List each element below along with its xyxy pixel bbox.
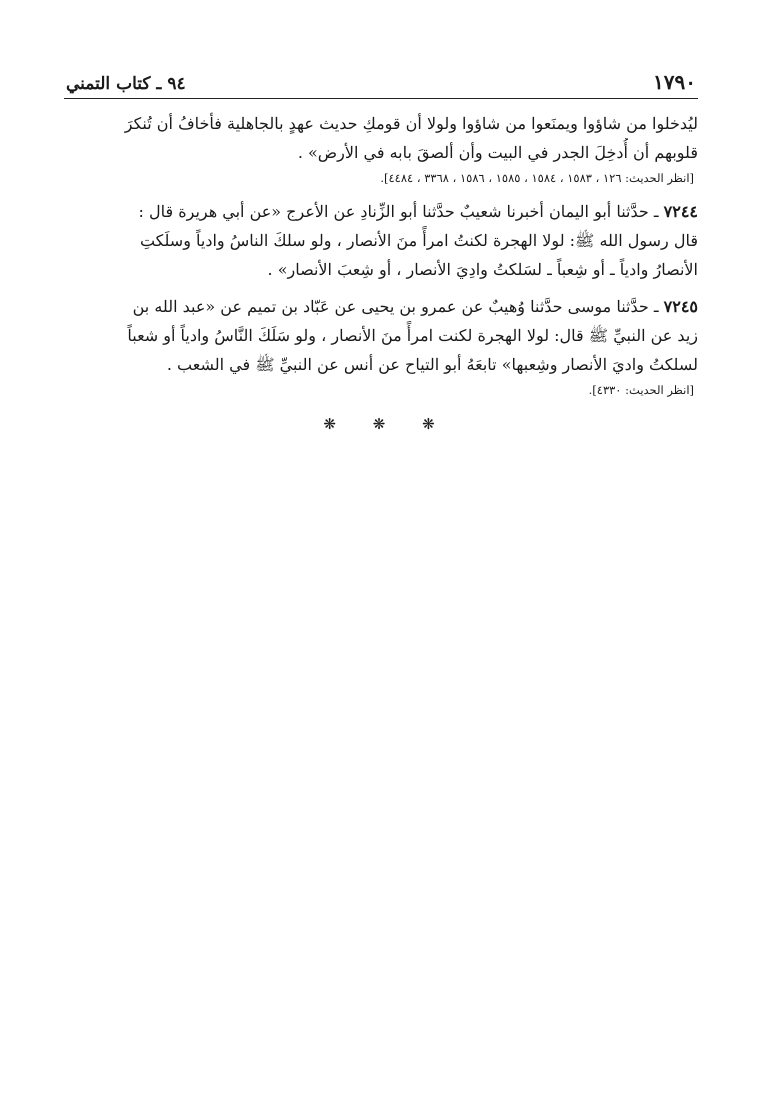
hadith-7245	[64, 292, 698, 401]
section-separator	[64, 415, 698, 433]
page-number: ١٧٩٠	[653, 70, 696, 94]
hadith-text: ـ حدَّثنا موسى حدَّثنا وُهيبٌ عن عمرو بن يحيى عن عَبّاد بن تميم عن «عبد الله بن	[132, 297, 664, 316]
cross-reference: [انظر الحديث: ١٢٦ ، ١٥٨٣ ، ١٥٨٤ ، ١٥٨٥ ، ١٥٨٦ ، ٣٣٦٨ ، ٤٤٨٤].	[380, 171, 694, 185]
separator-star-icon: ❋	[422, 415, 439, 433]
cross-reference: [انظر الحديث: ٤٣٣٠].	[588, 383, 694, 397]
text-line: زيد عن النبيِّ ﷺ قال: لولا الهجرة لكنت امرأً منَ الأنصار ، ولو سَلَكَ النَّاسُ وادياً أو شعباً	[127, 326, 698, 345]
text-line: ليُدخلوا من شاؤوا ويمنَعوا من شاؤوا ولولا أن قومكِ حديث عهدٍ بالجاهلية فأخافُ أن تُنكرَ	[124, 114, 698, 133]
text-line: قلوبهم أن أُدخِلَ الجدر في البيت وأن ألصقَ بابه في الأرض» .	[297, 143, 698, 162]
text-line: الأنصارُ وادياً ـ أو شِعباً ـ لسَلكتُ وادِيَ الأنصار ، أو شِعبَ الأنصار» .	[267, 260, 698, 279]
separator-star-icon: ❋	[372, 415, 390, 433]
hadith-text: ـ حدَّثنا أبو اليمان أخبرنا شعيبٌ حدَّثنا أبو الزِّنادِ عن الأعرج «عن أبي هريرة قال :	[138, 202, 664, 221]
text-line: لسلكتُ واديَ الأنصار وشِعبها» تابعَهُ أبو التياح عن أنس عن النبيِّ ﷺ في الشعب .	[166, 355, 698, 374]
continuation-block	[64, 109, 698, 189]
running-title: ٩٤ ـ كتاب التمني	[66, 74, 186, 94]
text-line: قال رسول الله ﷺ: لولا الهجرة لكنتُ امرأً منَ الأنصار ، ولو سلكَ الناسُ وادياً وسلَكتِ	[139, 231, 698, 250]
hadith-number: ٧٢٤٥	[663, 297, 698, 316]
text-line	[64, 197, 698, 226]
separator-star-icon: ❋	[323, 415, 340, 433]
book-page	[64, 60, 698, 433]
text-line	[64, 292, 698, 321]
page-header	[64, 60, 698, 99]
hadith-7244	[64, 197, 698, 284]
hadith-number: ٧٢٤٤	[663, 202, 698, 221]
